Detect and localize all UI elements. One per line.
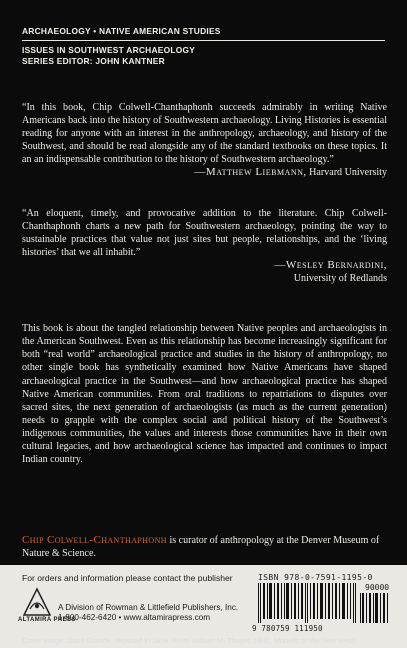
description-text: This book is about the tangled relationship between Native peoples and archaeologists in the American Southwest. Even as this relationship has become increasingly significant for both “real world” archaeological practice and studies in the history of anthropology, no other single book has synthetically examined how Native Americans have shaped archaeological practice in the Southwest—and how archaeological practice has shaped Native American communities. From oral traditions to repatriations to disputes over sacred sites, the next generation of archaeologists (as much as the current generation) needs to grapple with the complex social and political history of the Southwest’s indigenous communities, the values and interests those communities have in their own cultural legacies, and how archaeological science has impacted and continues to impact Indian country.: [22, 323, 387, 466]
review-text: “In this book, Chip Colwell-Chanthaphonh succeeds admirably in writing Native Americans back into the history of Southwestern archaeology. Living Histories is essential reading for anyone with an interest in the anthropology, archaeology, and history of the Southwest, and should be read alongside any of the standard textbooks on these topics. It an an indispensable contribution to the history of Southwestern archaeology.”: [22, 102, 387, 166]
caption-source-title: Marvels of the New West.: [273, 636, 357, 645]
review-attribution: [22, 259, 387, 272]
review-affiliation: University of Redlands: [293, 273, 387, 285]
isbn-barcode-icon: [258, 583, 356, 623]
review-author: —Matthew Liebmann,: [194, 166, 307, 179]
series-name: ISSUES IN SOUTHWEST ARCHAEOLOGY: [22, 45, 196, 55]
header-rule: [22, 40, 385, 41]
series-header: [22, 26, 385, 67]
publisher-info: [58, 603, 238, 623]
isbn-text: ISBN 978-0-7591-1195-0: [258, 573, 373, 582]
caption-text: Cover image: Casa Grande, depicted in 1859. From William M. Thayer, 1892,: [22, 636, 274, 645]
series-categories: ARCHAEOLOGY • NATIVE AMERICAN STUDIES: [22, 26, 221, 36]
author-name: Chip Colwell-Chanthaphonh: [22, 534, 167, 546]
review-liebmann: [22, 101, 387, 180]
review-text: “An eloquent, timely, and provocative addition to the literature. Chip Colwell-Chanthaphonh charts a new path for Southwestern archaeology, pointing the way to sustainable practices that value not just sites but people, relationships, and the ‘living histories’ that we all inhabit.”: [22, 208, 387, 259]
price-barcode-icon: [360, 593, 388, 623]
publisher-division: A Division of Rowman & Littlefield Publishers, Inc.: [58, 603, 239, 612]
barcode-digits: 9 780759 111950: [252, 624, 323, 633]
logo-wordmark: ALTAMIRA PRESS: [18, 617, 76, 623]
series-editor: SERIES EDITOR: JOHN KANTNER: [22, 56, 165, 66]
review-bernardini: [22, 207, 387, 286]
author-bio: [22, 534, 387, 560]
author-bio-text: is curator of anthropology at the Denver Museum of Nature & Science.: [22, 535, 380, 560]
review-author: —Wesley Bernardini,: [274, 259, 387, 272]
review-attribution: [22, 166, 387, 179]
price-code: 90000: [365, 583, 390, 592]
book-description: [22, 322, 387, 466]
publisher-contact: 1-800-462-6420 • www.altamirapress.com: [58, 613, 211, 622]
review-affiliation: Harvard University: [309, 167, 387, 179]
altamira-logo-icon: [22, 587, 52, 617]
orders-line: For orders and information please contact the publisher: [22, 573, 233, 583]
cover-image-caption: [22, 636, 357, 645]
